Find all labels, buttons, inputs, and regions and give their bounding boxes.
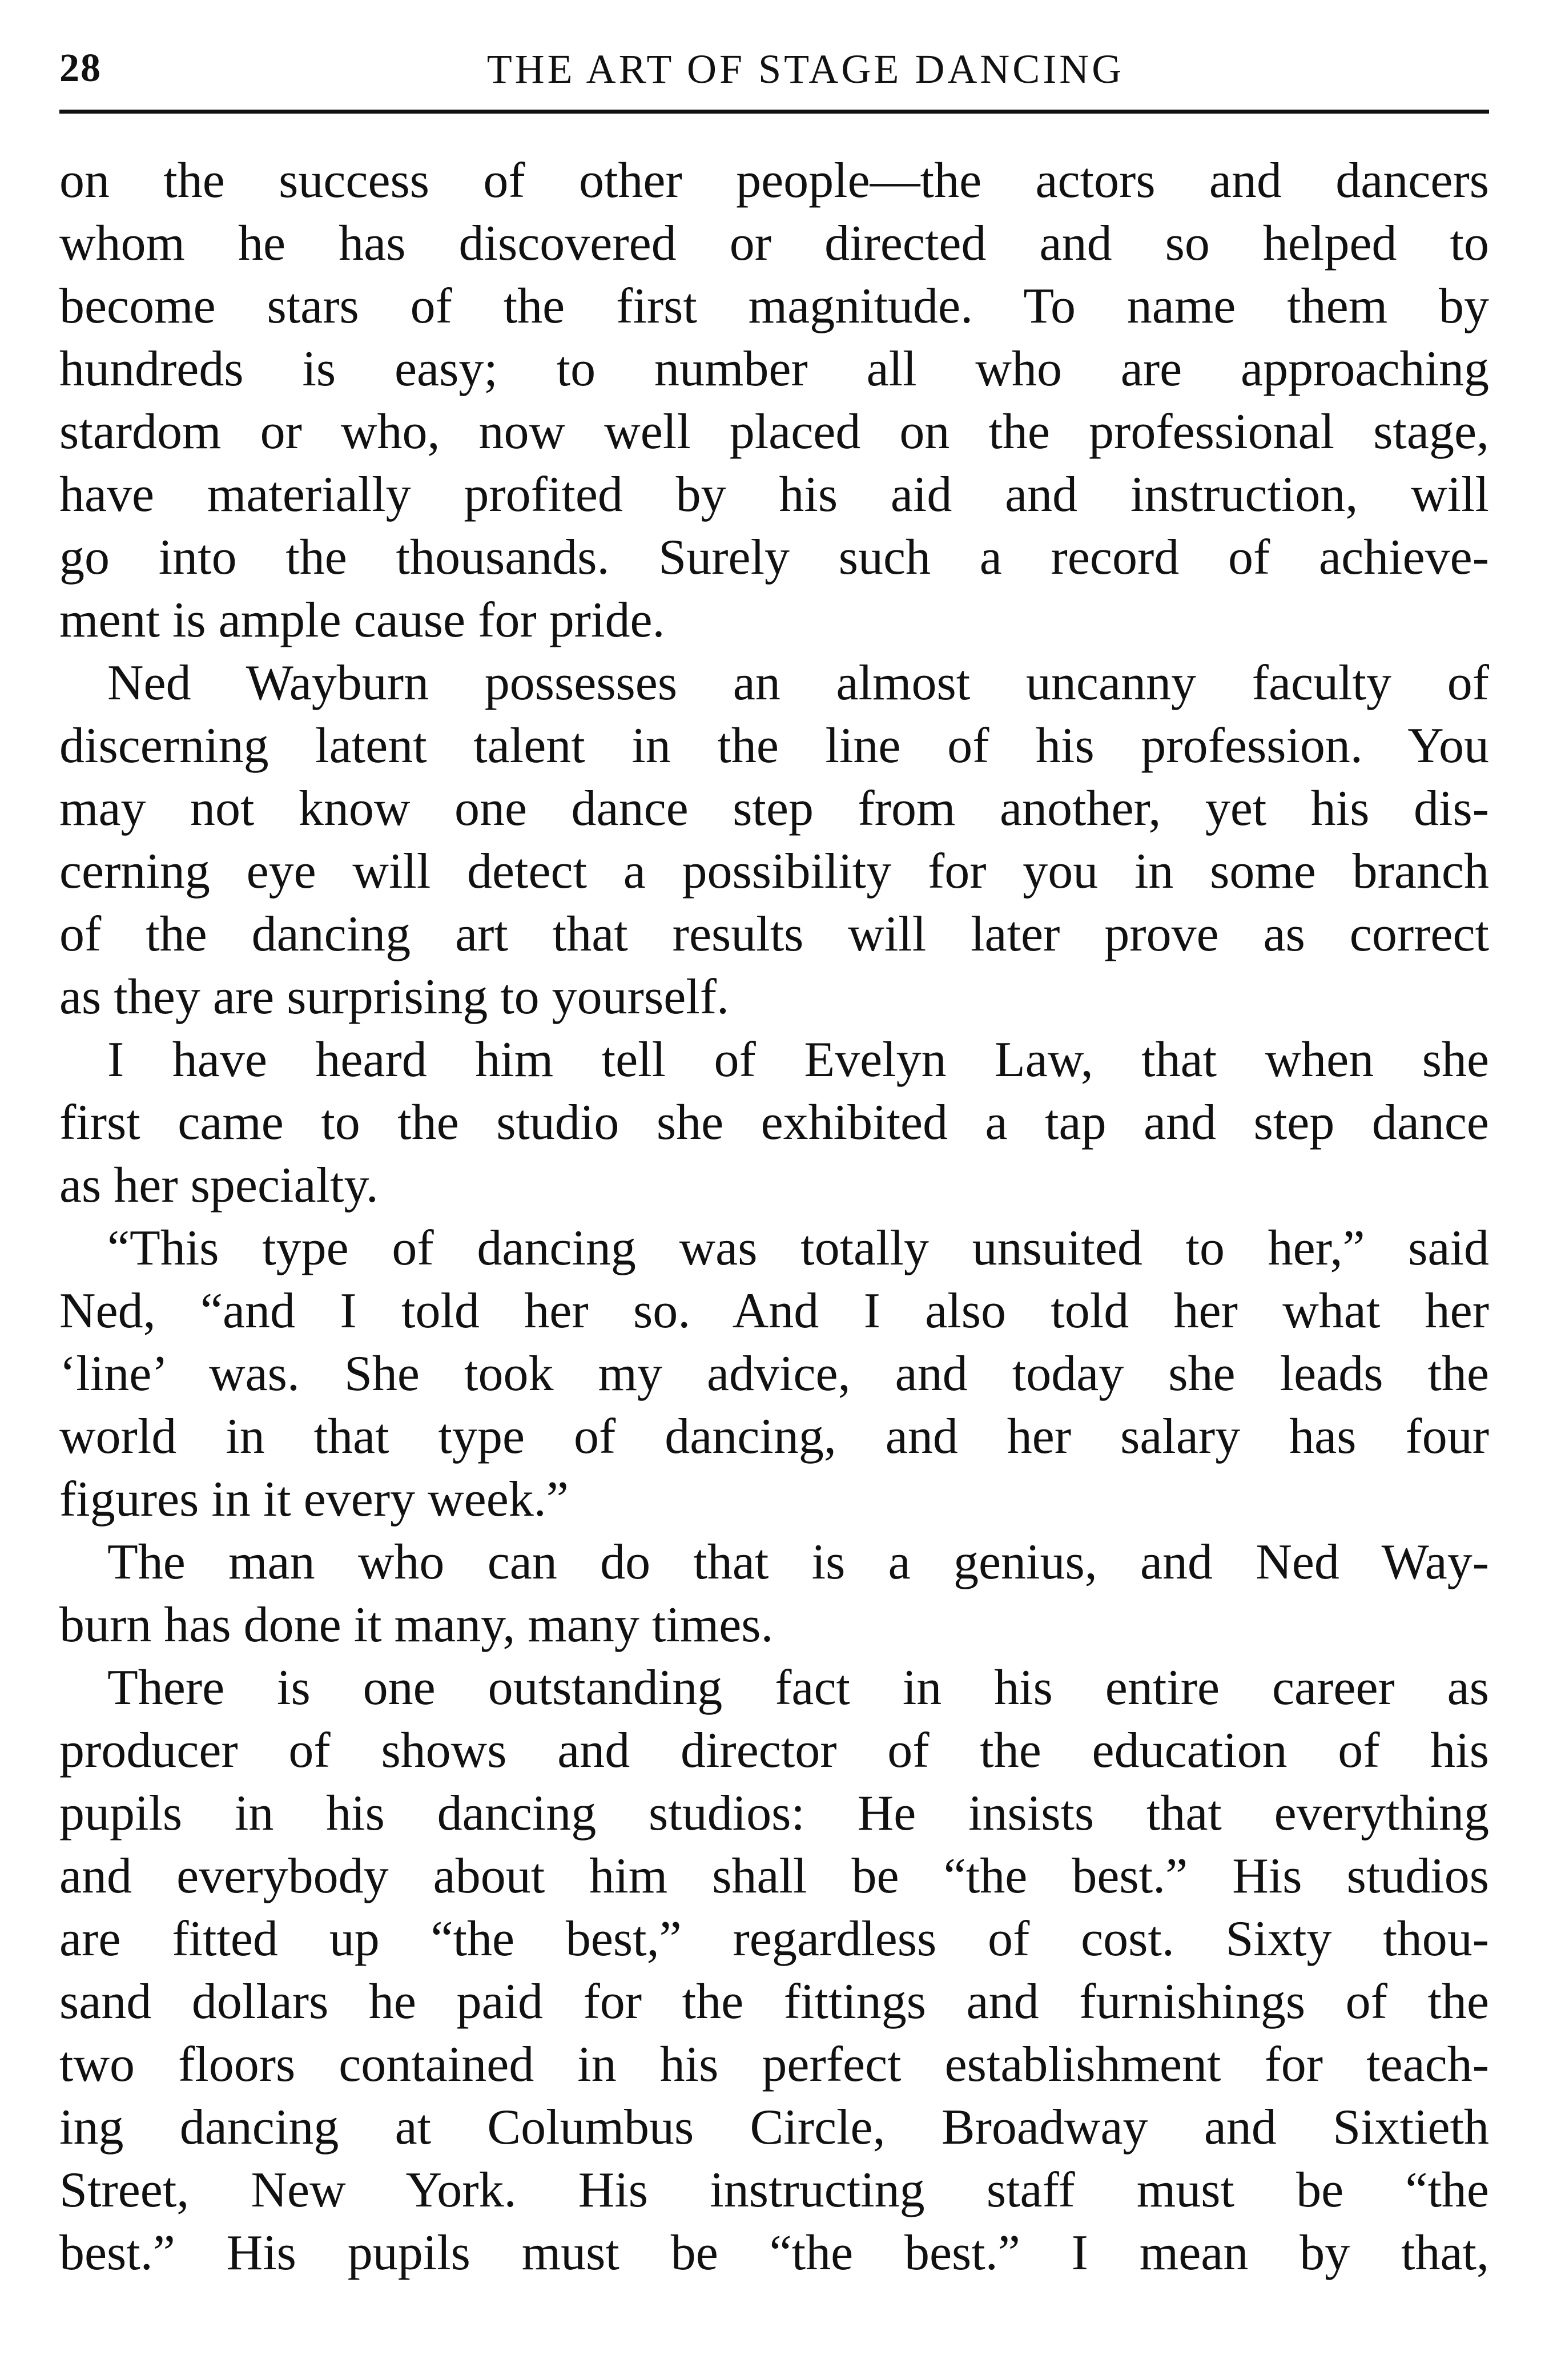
text-line: pupils in his dancing studios: He insists that everything	[59, 1786, 1489, 1841]
text-line: I have heard him tell of Evelyn Law, that when she	[107, 1032, 1489, 1088]
text-line: Street, New York. His instructing staff must be “the	[59, 2162, 1489, 2218]
text-line: first came to the studio she exhibited a tap and step dance	[59, 1095, 1489, 1150]
text-line: as her specialty.	[59, 1158, 379, 1213]
text-line: and everybody about him shall be “the best.” His studios	[59, 1849, 1489, 1904]
text-line: become stars of the first magnitude. To name them by	[59, 279, 1489, 334]
text-line: may not know one dance step from another, yet his dis-	[59, 781, 1489, 836]
paragraph	[59, 1531, 1489, 1657]
text-line: producer of shows and director of the education of his	[59, 1723, 1489, 1778]
page-header	[59, 30, 1489, 114]
paragraph	[59, 150, 1489, 652]
page-number: 28	[59, 46, 102, 90]
text-line: The man who can do that is a genius, and Ned Way-	[107, 1535, 1489, 1590]
text-line: ing dancing at Columbus Circle, Broadway and Sixtieth	[59, 2100, 1489, 2155]
text-line: world in that type of dancing, and her salary has four	[59, 1409, 1489, 1464]
text-line: stardom or who, now well placed on the professional stage,	[59, 404, 1489, 460]
text-line: discerning latent talent in the line of his profession. You	[59, 718, 1489, 774]
text-line: as they are surprising to yourself.	[59, 969, 730, 1025]
text-line: “This type of dancing was totally unsuited to her,” said	[107, 1221, 1489, 1276]
text-line: go into the thousands. Surely such a record of achieve-	[59, 530, 1489, 585]
text-line: Ned Wayburn possesses an almost uncanny faculty of	[107, 655, 1489, 711]
paragraph	[59, 1657, 1489, 2285]
paragraph	[59, 1217, 1489, 1531]
text-line: burn has done it many, many times.	[59, 1597, 774, 1653]
text-line: Ned, “and I told her so. And I also told her what her	[59, 1283, 1489, 1339]
text-line: have materially profited by his aid and instruction, will	[59, 467, 1489, 522]
paragraph	[59, 652, 1489, 1029]
text-line: There is one outstanding fact in his entire career as	[107, 1660, 1489, 1715]
paragraph	[59, 1029, 1489, 1217]
text-line: are fitted up “the best,” regardless of cost. Sixty thou-	[59, 1911, 1489, 1967]
text-line: on the success of other people—the actors and dancers	[59, 153, 1489, 208]
text-line: of the dancing art that results will later prove as correct	[59, 907, 1489, 962]
text-line: two floors contained in his perfect establishment for teach-	[59, 2037, 1489, 2092]
text-line: best.” His pupils must be “the best.” I mean by that,	[59, 2225, 1489, 2281]
text-line: whom he has discovered or directed and so helped to	[59, 216, 1489, 271]
text-line: ‘line’ was. She took my advice, and today she leads the	[59, 1346, 1489, 1402]
running-title: THE ART OF STAGE DANCING	[486, 46, 1125, 92]
text-line: cerning eye will detect a possibility for you in some branch	[59, 844, 1489, 899]
text-line: sand dollars he paid for the fittings and furnishings of the	[59, 1974, 1489, 2029]
text-line: hundreds is easy; to number all who are approaching	[59, 341, 1489, 397]
text-line: figures in it every week.”	[59, 1472, 569, 1527]
body-text	[59, 150, 1489, 2285]
text-line: ment is ample cause for pride.	[59, 593, 665, 648]
